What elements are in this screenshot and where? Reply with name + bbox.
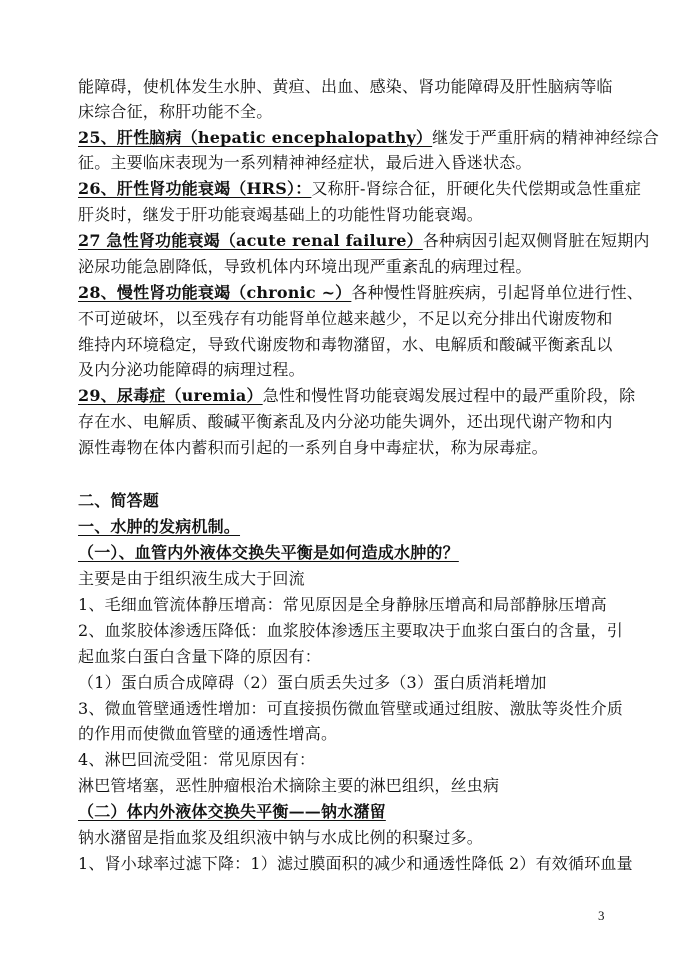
subquestion-heading: （二）体内外液体交换失平衡——钠水潴留 — [78, 802, 386, 821]
term-definition-26 — [78, 178, 642, 200]
text-line: 1、毛细血管流体静压增高：常见原因是全身静脉压增高和局部静脉压增高 — [78, 595, 607, 614]
text-line: 泌尿功能急剧降低，导致机体内环境出现严重紊乱的病理过程。 — [78, 257, 532, 276]
text-line: 淋巴管堵塞，恶性肿瘤根治术摘除主要的淋巴组织，丝虫病 — [78, 776, 500, 795]
text-line: （1）蛋白质合成障碍（2）蛋白质丢失过多（3）蛋白质消耗增加 — [78, 673, 547, 692]
text-line: 存在水、电解质、酸碱平衡紊乱及内分泌功能失调外，还出现代谢产物和内 — [78, 412, 613, 431]
term-definition-29 — [78, 385, 636, 407]
term-label: 25、肝性脑病（hepatic encephalopathy） — [78, 128, 433, 147]
text-line: 主要是由于组织液生成大于回流 — [78, 569, 305, 588]
text-line: 肝炎时，继发于肝功能衰竭基础上的功能性肾功能衰竭。 — [78, 205, 484, 224]
text-line: 床综合征，称肝功能不全。 — [78, 102, 273, 121]
text-line: 能障碍，使机体发生水肿、黄疸、出血、感染、肾功能障碍及肝性脑病等临 — [78, 77, 613, 96]
definition-text: 继发于严重肝病的精神神经综合 — [432, 128, 659, 147]
section-heading: 二、简答题 — [78, 491, 160, 510]
text-line: 及内分泌功能障碍的病理过程。 — [78, 360, 305, 379]
term-definition-28 — [78, 282, 643, 304]
text-line: 维持内环境稳定，导致代谢废物和毒物潴留，水、电解质和酸碱平衡紊乱以 — [78, 335, 613, 354]
text-line: 钠水潴留是指血浆及组织液中钠与水成比例的积聚过多。 — [78, 828, 484, 847]
term-label: 26、肝性肾功能衰竭（HRS）： — [78, 179, 312, 198]
text-line: 1、肾小球率过滤下降：1）滤过膜面积的减少和通透性降低 2）有效循环血量 — [78, 854, 633, 873]
text-line: 不可逆破坏，以至残存有功能肾单位越来越少，不足以充分排出代谢废物和 — [78, 309, 613, 328]
definition-text: 各种病因引起双侧肾脏在短期内 — [422, 231, 650, 250]
text-line: 的作用而使微血管壁的通透性增高。 — [78, 724, 338, 743]
text-line: 征。主要临床表现为一系列精神神经症状，最后进入昏迷状态。 — [78, 153, 532, 172]
term-label: 27 急性肾功能衰竭（acute renal failure） — [78, 231, 423, 250]
question-heading: 一、水肿的发病机制。 — [78, 517, 241, 536]
text-line: 起血浆白蛋白含量下降的原因有： — [78, 647, 322, 666]
page-number: 3 — [598, 908, 605, 923]
text-line: 3、微血管壁通透性增加：可直接损伤微血管壁或通过组胺、激肽等炎性介质 — [78, 699, 623, 718]
term-definition-25 — [78, 127, 659, 149]
definition-text: 各种慢性肾脏疾病，引起肾单位进行性、 — [351, 283, 643, 302]
text-line: 源性毒物在体内蓄积而引起的一系列自身中毒症状，称为尿毒症。 — [78, 438, 548, 457]
term-definition-27 — [78, 230, 650, 252]
term-label: 28、慢性肾功能衰竭（chronic ~） — [78, 283, 352, 302]
definition-text: 又称肝-肾综合征，肝硬化失代偿期或急性重症 — [311, 179, 642, 198]
definition-text: 急性和慢性肾功能衰竭发展过程中的最严重阶段，除 — [262, 386, 636, 405]
term-label: 29、尿毒症（uremia） — [78, 386, 263, 405]
subquestion-heading: （一）、血管内外液体交换失平衡是如何造成水肿的？ — [78, 543, 459, 562]
text-line: 2、血浆胶体渗透压降低：血浆胶体渗透压主要取决于血浆白蛋白的含量，引 — [78, 621, 623, 640]
text-line: 4、淋巴回流受阻：常见原因有： — [78, 750, 316, 769]
